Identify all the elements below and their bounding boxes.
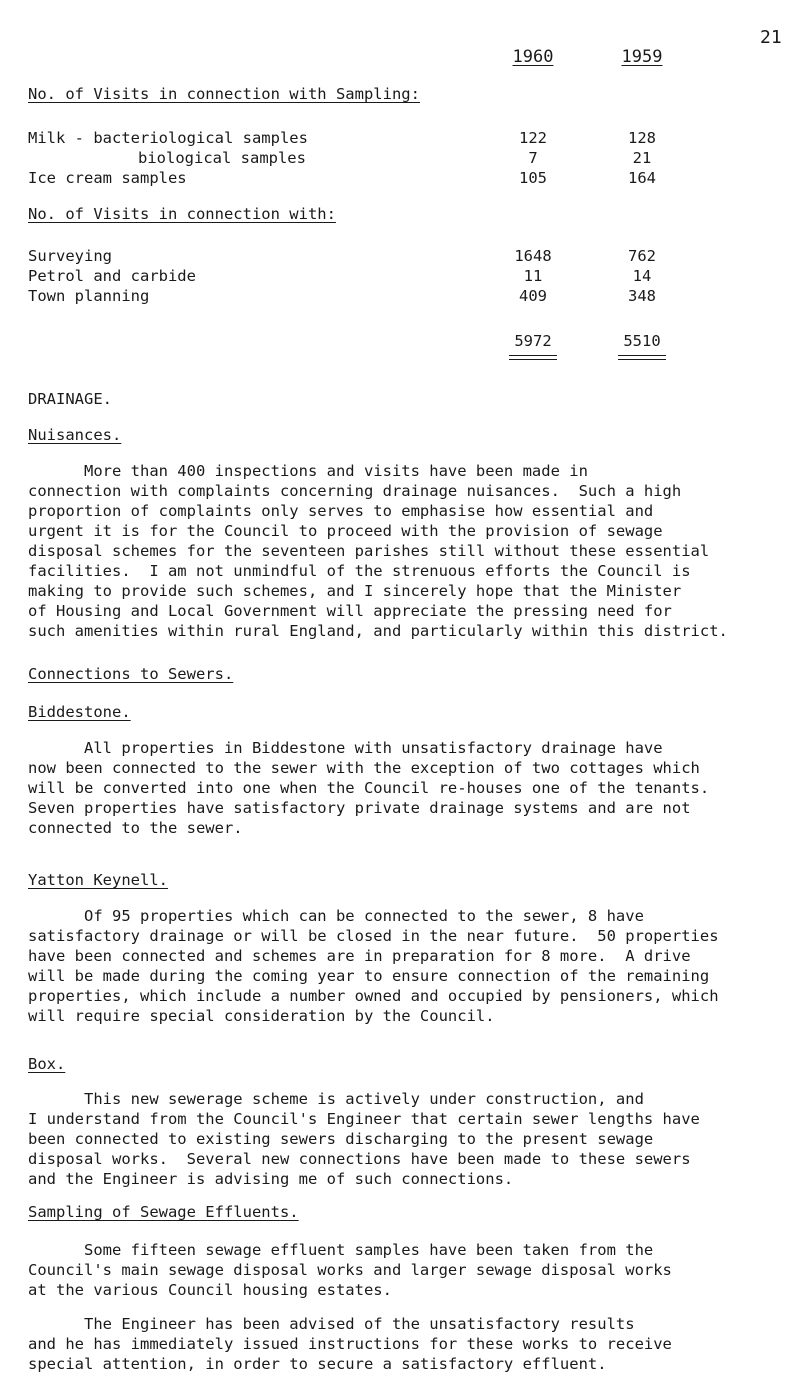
page-number: 21 xyxy=(760,27,782,48)
nuisances-heading: Nuisances. xyxy=(28,426,122,444)
biddestone-heading: Biddestone. xyxy=(28,703,131,721)
row-label-milk: Milk - bacteriological samples xyxy=(28,129,308,147)
sampling-heading: No. of Visits in connection with Sampling: xyxy=(28,85,420,103)
row-value-1960: 122 xyxy=(519,129,547,147)
year-header-1959: 1959 xyxy=(621,47,663,67)
yatton-heading: Yatton Keynell. xyxy=(28,871,168,889)
row-label-surveying: Surveying xyxy=(28,247,112,265)
row-label-town-planning: Town planning xyxy=(28,287,150,305)
yatton-paragraph: Of 95 properties which can be connected to the sewer, 8 have satisfactory drainage or will be closed in the near future. 50 properties have been connected and schemes are in preparation for 8 more. A drive will be made during the coming year to ensure connection of the remaining properties, which include a number owned and occupied by pensioners, which will require special consideration by the Council. xyxy=(28,907,719,1025)
row-value-1960: 1648 xyxy=(514,247,552,265)
effluents-paragraph-2: The Engineer has been advised of the unsatisfactory results and he has immediately issued instructions for these works to receive special attention, in order to secure a satisfactory effluent. xyxy=(28,1315,672,1373)
connections-heading: Connections to Sewers. xyxy=(28,665,234,683)
row-value-1959: 21 xyxy=(632,149,652,167)
total-1960: 5972 xyxy=(514,332,552,350)
other-visits-heading: No. of Visits in connection with: xyxy=(28,205,336,223)
row-value-1960: 409 xyxy=(519,287,547,305)
effluents-heading: Sampling of Sewage Effluents. xyxy=(28,1203,299,1221)
nuisances-paragraph: More than 400 inspections and visits have been made in connection with complaints concerning drainage nuisances. Such a high proportion of complaints only serves to emphasise how essential and urgent it is for the Council to proceed with the provision of sewage disposal schemes for the seventeen parishes still without these essential facilities. I am not unmindful of the strenuous efforts the Council is making to provide such schemes, and I sincerely hope that the Minister of Housing and Local Government will appreciate the pressing need for such amenities within rural England, and particularly within this district. xyxy=(28,462,728,640)
row-value-1959: 348 xyxy=(628,287,656,305)
total-underline-1959 xyxy=(618,355,666,360)
effluents-paragraph-1: Some fifteen sewage effluent samples have been taken from the Council's main sewage disposal works and larger sewage disposal works at the various Council housing estates. xyxy=(28,1241,672,1299)
row-value-1960: 11 xyxy=(523,267,543,285)
biddestone-paragraph: All properties in Biddestone with unsatisfactory drainage have now been connected to the sewer with the exception of two cottages which will be converted into one when the Council re-houses one of the tenants. Seven properties have satisfactory private drainage systems and are not connected to the sewer. xyxy=(28,739,710,837)
row-value-1959: 164 xyxy=(628,169,656,187)
row-value-1960: 7 xyxy=(528,149,538,167)
drainage-heading: DRAINAGE. xyxy=(28,390,112,408)
year-header-1960: 1960 xyxy=(512,47,554,67)
total-underline-1960 xyxy=(509,355,557,360)
box-paragraph: This new sewerage scheme is actively under construction, and I understand from the Council's Engineer that certain sewer lengths have been connected to existing sewers discharging to the present sewage disposal works. Several new connections have been made to these sewers and the Engineer is advising me of such connections. xyxy=(28,1090,700,1188)
row-value-1959: 14 xyxy=(632,267,652,285)
row-value-1960: 105 xyxy=(519,169,547,187)
row-value-1959: 762 xyxy=(628,247,656,265)
row-label-petrol: Petrol and carbide xyxy=(28,267,196,285)
total-1959: 5510 xyxy=(623,332,661,350)
box-heading: Box. xyxy=(28,1055,66,1073)
row-label-biological: biological samples xyxy=(138,149,306,167)
row-value-1959: 128 xyxy=(628,129,656,147)
row-label-ice-cream: Ice cream samples xyxy=(28,169,187,187)
